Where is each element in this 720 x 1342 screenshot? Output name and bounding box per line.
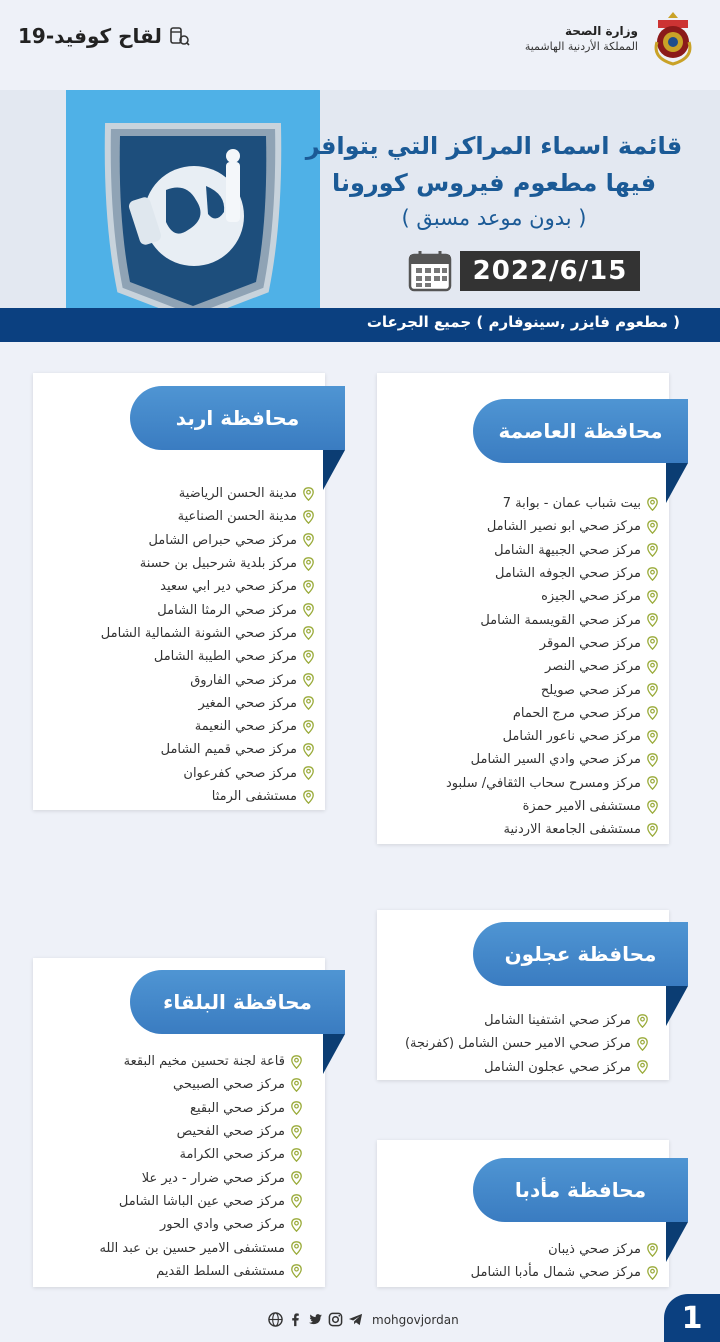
location-pin-icon (303, 720, 314, 734)
tab-fold (666, 463, 688, 503)
location-pin-icon (291, 1125, 302, 1139)
list-item (99, 1260, 302, 1283)
location-pin-icon (291, 1194, 302, 1208)
list-item-label: مركز صحي الكرامة (179, 1147, 285, 1163)
tab-fold (323, 450, 345, 490)
list-item (405, 1009, 648, 1032)
list-item-label: مدينة الحسن الصناعية (177, 509, 297, 525)
list-item (446, 678, 658, 701)
location-pin-icon (291, 1055, 302, 1069)
list-item-label: مدينة الحسن الرياضية (178, 486, 297, 502)
location-pin-icon (647, 776, 658, 790)
list-item-label: مركز صحي ذيبان (548, 1242, 641, 1258)
location-pin-icon (291, 1148, 302, 1162)
location-pin-icon (647, 753, 658, 767)
banner-title-line1: قائمة اسماء المراكز التي يتوافر (305, 132, 683, 160)
list-item-label: مركز بلدية شرحبيل بن حسنة (139, 556, 297, 572)
list-item (446, 562, 658, 585)
list-item (101, 645, 314, 668)
list-item-label: بيت شباب عمان - بوابة 7 (502, 496, 641, 512)
list-item (101, 552, 314, 575)
list-item (471, 1238, 658, 1261)
list-item (99, 1236, 302, 1259)
list-item (101, 482, 314, 505)
ministry-name: وزارة الصحة (564, 23, 638, 38)
list-item-label: مركز صحي النعيمة (194, 719, 297, 735)
list-item (446, 492, 658, 515)
location-pin-icon (303, 650, 314, 664)
ministry-logo-block (525, 8, 698, 68)
list-item-label: مركز صحي القويسمة الشامل (480, 612, 641, 628)
kingdom-name: المملكة الأردنية الهاشمية (524, 39, 638, 53)
list-item-label: مركز صحي وادي الحور (160, 1217, 285, 1233)
location-pin-icon (647, 706, 658, 720)
list-item (101, 529, 314, 552)
list-item-label: مركز صحي الطيبة الشامل (153, 649, 297, 665)
date-badge: 2022/6/15 (460, 251, 640, 291)
instagram-icon[interactable] (328, 1312, 343, 1327)
list-item (446, 772, 658, 795)
globe-icon[interactable] (268, 1312, 283, 1327)
tab-madaba: محافظة مأدبا (473, 1158, 688, 1222)
tab-capital: محافظة العاصمة (473, 399, 688, 463)
list-item (99, 1120, 302, 1143)
location-pin-icon (647, 1266, 658, 1280)
list-item (99, 1213, 302, 1236)
list-item (446, 818, 658, 841)
tab-balqa: محافظة البلقاء (130, 970, 345, 1034)
list-item-label: مستشفى الجامعة الاردنية (503, 822, 641, 838)
location-pin-icon (647, 1243, 658, 1257)
location-pin-icon (647, 543, 658, 557)
list-item-label: مستشفى الامير حسين بن عبد الله (99, 1240, 285, 1256)
list-item (101, 762, 314, 785)
list-item-label: مركز صحي الجوفه الشامل (495, 566, 641, 582)
location-pin-icon (647, 683, 658, 697)
banner-title-line3: ( بدون موعد مسبق ) (401, 206, 587, 230)
list-item (446, 725, 658, 748)
location-pin-icon (647, 800, 658, 814)
list-item-label: مركز صحي الموقر (539, 635, 641, 651)
list-item-label: مركز صحي الفحيص (176, 1124, 285, 1140)
location-pin-icon (303, 673, 314, 687)
list-item-label: مركز صحي الرمثا الشامل (157, 602, 297, 618)
list-item-label: مركز صحي عجلون الشامل (484, 1059, 631, 1075)
list-item-label: مركز صحي ابو نصير الشامل (486, 519, 641, 535)
list-item (446, 702, 658, 725)
tab-irbid: محافظة اربد (130, 386, 345, 450)
page-number: 1 (664, 1294, 720, 1342)
location-pin-icon (303, 626, 314, 640)
list-item (446, 515, 658, 538)
location-pin-icon (303, 510, 314, 524)
location-pin-icon (291, 1171, 302, 1185)
list-item-label: مركز صحي الامير حسن الشامل (كفرنجة) (404, 1036, 631, 1052)
list-item-label: مركز صحي حبراص الشامل (148, 532, 297, 548)
list-item (101, 575, 314, 598)
calendar-icon (408, 250, 452, 292)
list-item-label: مركز صحي صويلح (540, 682, 641, 698)
list-item (446, 655, 658, 678)
list-item (101, 668, 314, 691)
tab-ajloun: محافظة عجلون (473, 922, 688, 986)
telegram-icon[interactable] (348, 1312, 363, 1327)
location-pin-icon (647, 636, 658, 650)
list-item-label: مستشفى الامير حمزة (522, 799, 641, 814)
social-links (268, 1312, 459, 1327)
list-madaba (471, 1238, 658, 1285)
list-item (446, 585, 658, 608)
list-item-label: مركز صحي الصبيحي (173, 1077, 285, 1093)
location-pin-icon (303, 487, 314, 501)
location-pin-icon (647, 520, 658, 534)
list-item-label: مركز صحي الجبيهة الشامل (494, 542, 641, 558)
list-item (99, 1073, 302, 1096)
list-item (101, 505, 314, 528)
vaccine-vial-icon (168, 25, 190, 47)
tab-fold (666, 986, 688, 1026)
location-pin-icon (647, 590, 658, 604)
location-pin-icon (303, 533, 314, 547)
list-balqa (99, 1050, 302, 1283)
vaccine-title (18, 24, 190, 48)
tab-fold (666, 1222, 688, 1262)
social-handle[interactable]: mohgovjordan (372, 1312, 459, 1327)
location-pin-icon (303, 696, 314, 710)
banner-title-line2: فيها مطعوم فيروس كورونا (331, 169, 657, 197)
twitter-icon[interactable] (308, 1312, 323, 1327)
list-item (99, 1190, 302, 1213)
location-pin-icon (291, 1264, 302, 1278)
list-item-label: مستشفى السلط القديم (156, 1263, 285, 1279)
list-item-label: مركز صحي النصر (545, 659, 641, 675)
list-item-label: مركز صحي كفرعوان (183, 765, 297, 781)
list-item (101, 598, 314, 621)
location-pin-icon (637, 1060, 648, 1074)
list-item (471, 1261, 658, 1284)
location-pin-icon (647, 613, 658, 627)
tab-fold (323, 1034, 345, 1074)
list-item (101, 738, 314, 761)
facebook-icon[interactable] (288, 1312, 303, 1327)
location-pin-icon (647, 567, 658, 581)
vaccine-title-text: لقاح كوفيد-19 (18, 24, 162, 48)
vaccines-strip-text: ( مطعوم فايزر ,سينوفارم ) جميع الجرعات (366, 313, 680, 331)
list-item-label: مركز صحي ضرار - دير علا (141, 1170, 285, 1186)
location-pin-icon (291, 1218, 302, 1232)
list-item-label: مركز صحي دير ابي سعيد (160, 579, 297, 595)
banner-illustration (66, 90, 320, 342)
list-item (446, 539, 658, 562)
banner-title (304, 128, 684, 234)
list-item (99, 1143, 302, 1166)
list-item-label: مستشفى الرمثا (211, 789, 297, 804)
shield-globe-icon (66, 90, 320, 342)
location-pin-icon (291, 1078, 302, 1092)
list-item-label: مركز صحي مرج الحمام (512, 705, 641, 721)
list-item-label: مركز صحي عين الباشا الشامل (118, 1193, 285, 1209)
list-item (101, 715, 314, 738)
list-item-label: مركز صحي ناعور الشامل (502, 729, 641, 745)
list-item (405, 1032, 648, 1055)
list-item-label: مركز صحي شمال مأدبا الشامل (470, 1265, 641, 1281)
location-pin-icon (647, 730, 658, 744)
list-item-label: مركز صحي الجيزه (541, 589, 641, 605)
list-item (405, 1056, 648, 1079)
list-item (446, 795, 658, 818)
jordan-emblem-icon (648, 8, 698, 68)
location-pin-icon (291, 1241, 302, 1255)
list-item (101, 622, 314, 645)
location-pin-icon (647, 660, 658, 674)
list-capital (446, 492, 658, 841)
location-pin-icon (647, 823, 658, 837)
list-irbid (101, 482, 314, 808)
location-pin-icon (637, 1014, 648, 1028)
list-item (446, 748, 658, 771)
location-pin-icon (291, 1101, 302, 1115)
list-ajloun (405, 1009, 648, 1079)
list-item-label: مركز ومسرح سحاب الثقافي/ سلبود (446, 775, 641, 791)
location-pin-icon (303, 603, 314, 617)
location-pin-icon (303, 557, 314, 571)
list-item-label: مركز صحي المغير (198, 695, 297, 711)
location-pin-icon (637, 1037, 648, 1051)
location-pin-icon (303, 766, 314, 780)
list-item (446, 632, 658, 655)
location-pin-icon (303, 743, 314, 757)
list-item (99, 1050, 302, 1073)
list-item (446, 608, 658, 631)
location-pin-icon (303, 580, 314, 594)
list-item-label: قاعة لجنة تحسين مخيم البقعة (123, 1054, 285, 1070)
list-item-label: مركز صحي البقيع (190, 1100, 285, 1116)
list-item (101, 785, 314, 808)
location-pin-icon (303, 790, 314, 804)
list-item (99, 1166, 302, 1189)
list-item-label: مركز صحي الشونة الشمالية الشامل (100, 625, 297, 641)
list-item-label: مركز صحي الفاروق (190, 672, 297, 688)
location-pin-icon (647, 497, 658, 511)
list-item (99, 1097, 302, 1120)
list-item-label: مركز صحي وادي السير الشامل (470, 752, 641, 768)
list-item-label: مركز صحي اشتفينا الشامل (484, 1013, 631, 1029)
list-item-label: مركز صحي قميم الشامل (160, 742, 297, 758)
list-item (101, 692, 314, 715)
